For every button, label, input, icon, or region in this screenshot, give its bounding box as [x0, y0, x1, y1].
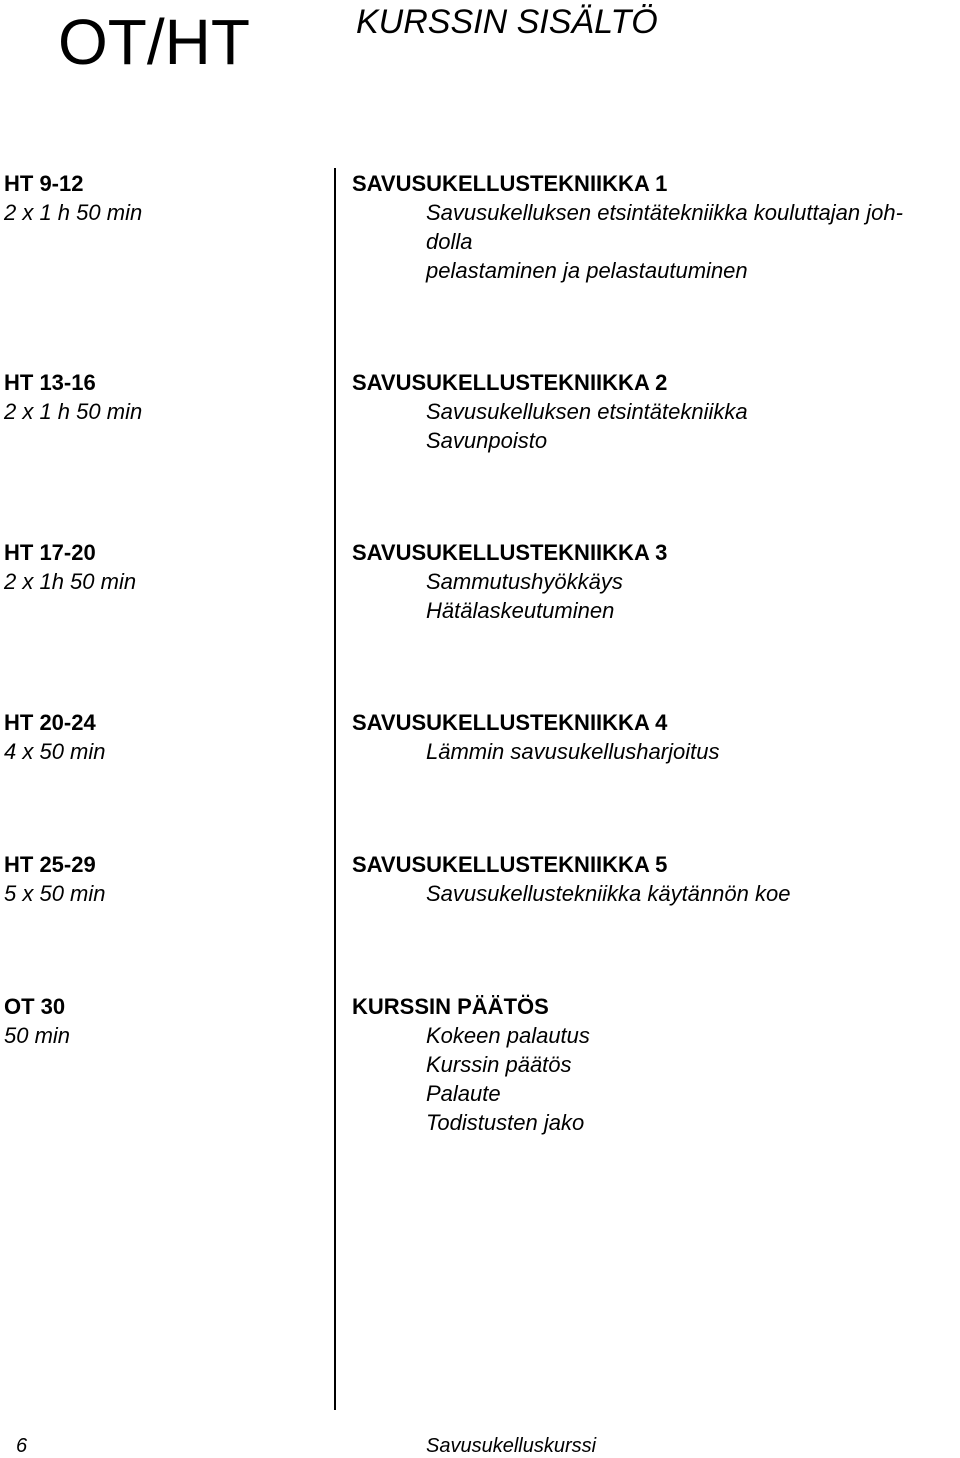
section-items	[426, 737, 719, 766]
footer-document-title: Savusukelluskurssi	[426, 1435, 597, 1457]
section-item: Sammutushyökkäys	[426, 569, 623, 594]
section-code: OT 30	[4, 994, 66, 1019]
section-title: SAVUSUKELLUSTEKNIIKKA 4	[352, 710, 668, 735]
section-items	[426, 567, 623, 625]
section-code: HT 13-16	[4, 370, 96, 395]
header-ot-ht: OT/HT	[58, 6, 250, 78]
section-item: dolla	[426, 229, 473, 254]
section-title: SAVUSUKELLUSTEKNIIKKA 1	[352, 171, 668, 196]
section-item: Kurssin päätös	[426, 1052, 572, 1077]
section-code: HT 9-12	[4, 171, 84, 196]
section-code: HT 25-29	[4, 852, 96, 877]
section-duration: 4 x 50 min	[4, 739, 106, 764]
section-duration: 5 x 50 min	[4, 881, 106, 906]
section-item: Kokeen palautus	[426, 1023, 590, 1048]
column-divider	[334, 168, 336, 1410]
section-item: Hätälaskeutuminen	[426, 598, 615, 623]
page-number: 6	[16, 1435, 28, 1457]
section-code: HT 17-20	[4, 540, 96, 565]
section-title: SAVUSUKELLUSTEKNIIKKA 3	[352, 540, 668, 565]
section-title: SAVUSUKELLUSTEKNIIKKA 2	[352, 370, 668, 395]
section-code: HT 20-24	[4, 710, 96, 735]
section-item: pelastaminen ja pelastautuminen	[426, 258, 748, 283]
section-duration: 2 x 1h 50 min	[4, 569, 137, 594]
section-items	[426, 1021, 590, 1137]
section-item: Todistusten jako	[426, 1110, 585, 1135]
section-title: SAVUSUKELLUSTEKNIIKKA 5	[352, 852, 668, 877]
section-items	[426, 879, 790, 908]
section-title: KURSSIN PÄÄTÖS	[352, 994, 549, 1019]
section-items	[426, 198, 903, 285]
section-item: Savunpoisto	[426, 428, 548, 453]
section-item: Lämmin savusukellusharjoitus	[426, 739, 720, 764]
section-item: Savusukellustekniikka käytännön koe	[426, 881, 791, 906]
section-items	[426, 397, 748, 455]
page-title: KURSSIN SISÄLTÖ	[356, 3, 658, 41]
section-duration: 50 min	[4, 1023, 71, 1048]
section-item: Savusukelluksen etsintätekniikka	[426, 399, 748, 424]
section-duration: 2 x 1 h 50 min	[4, 200, 143, 225]
section-item: Palaute	[426, 1081, 501, 1106]
section-duration: 2 x 1 h 50 min	[4, 399, 143, 424]
section-item: Savusukelluksen etsintätekniikka kouluttajan joh-	[426, 200, 903, 225]
